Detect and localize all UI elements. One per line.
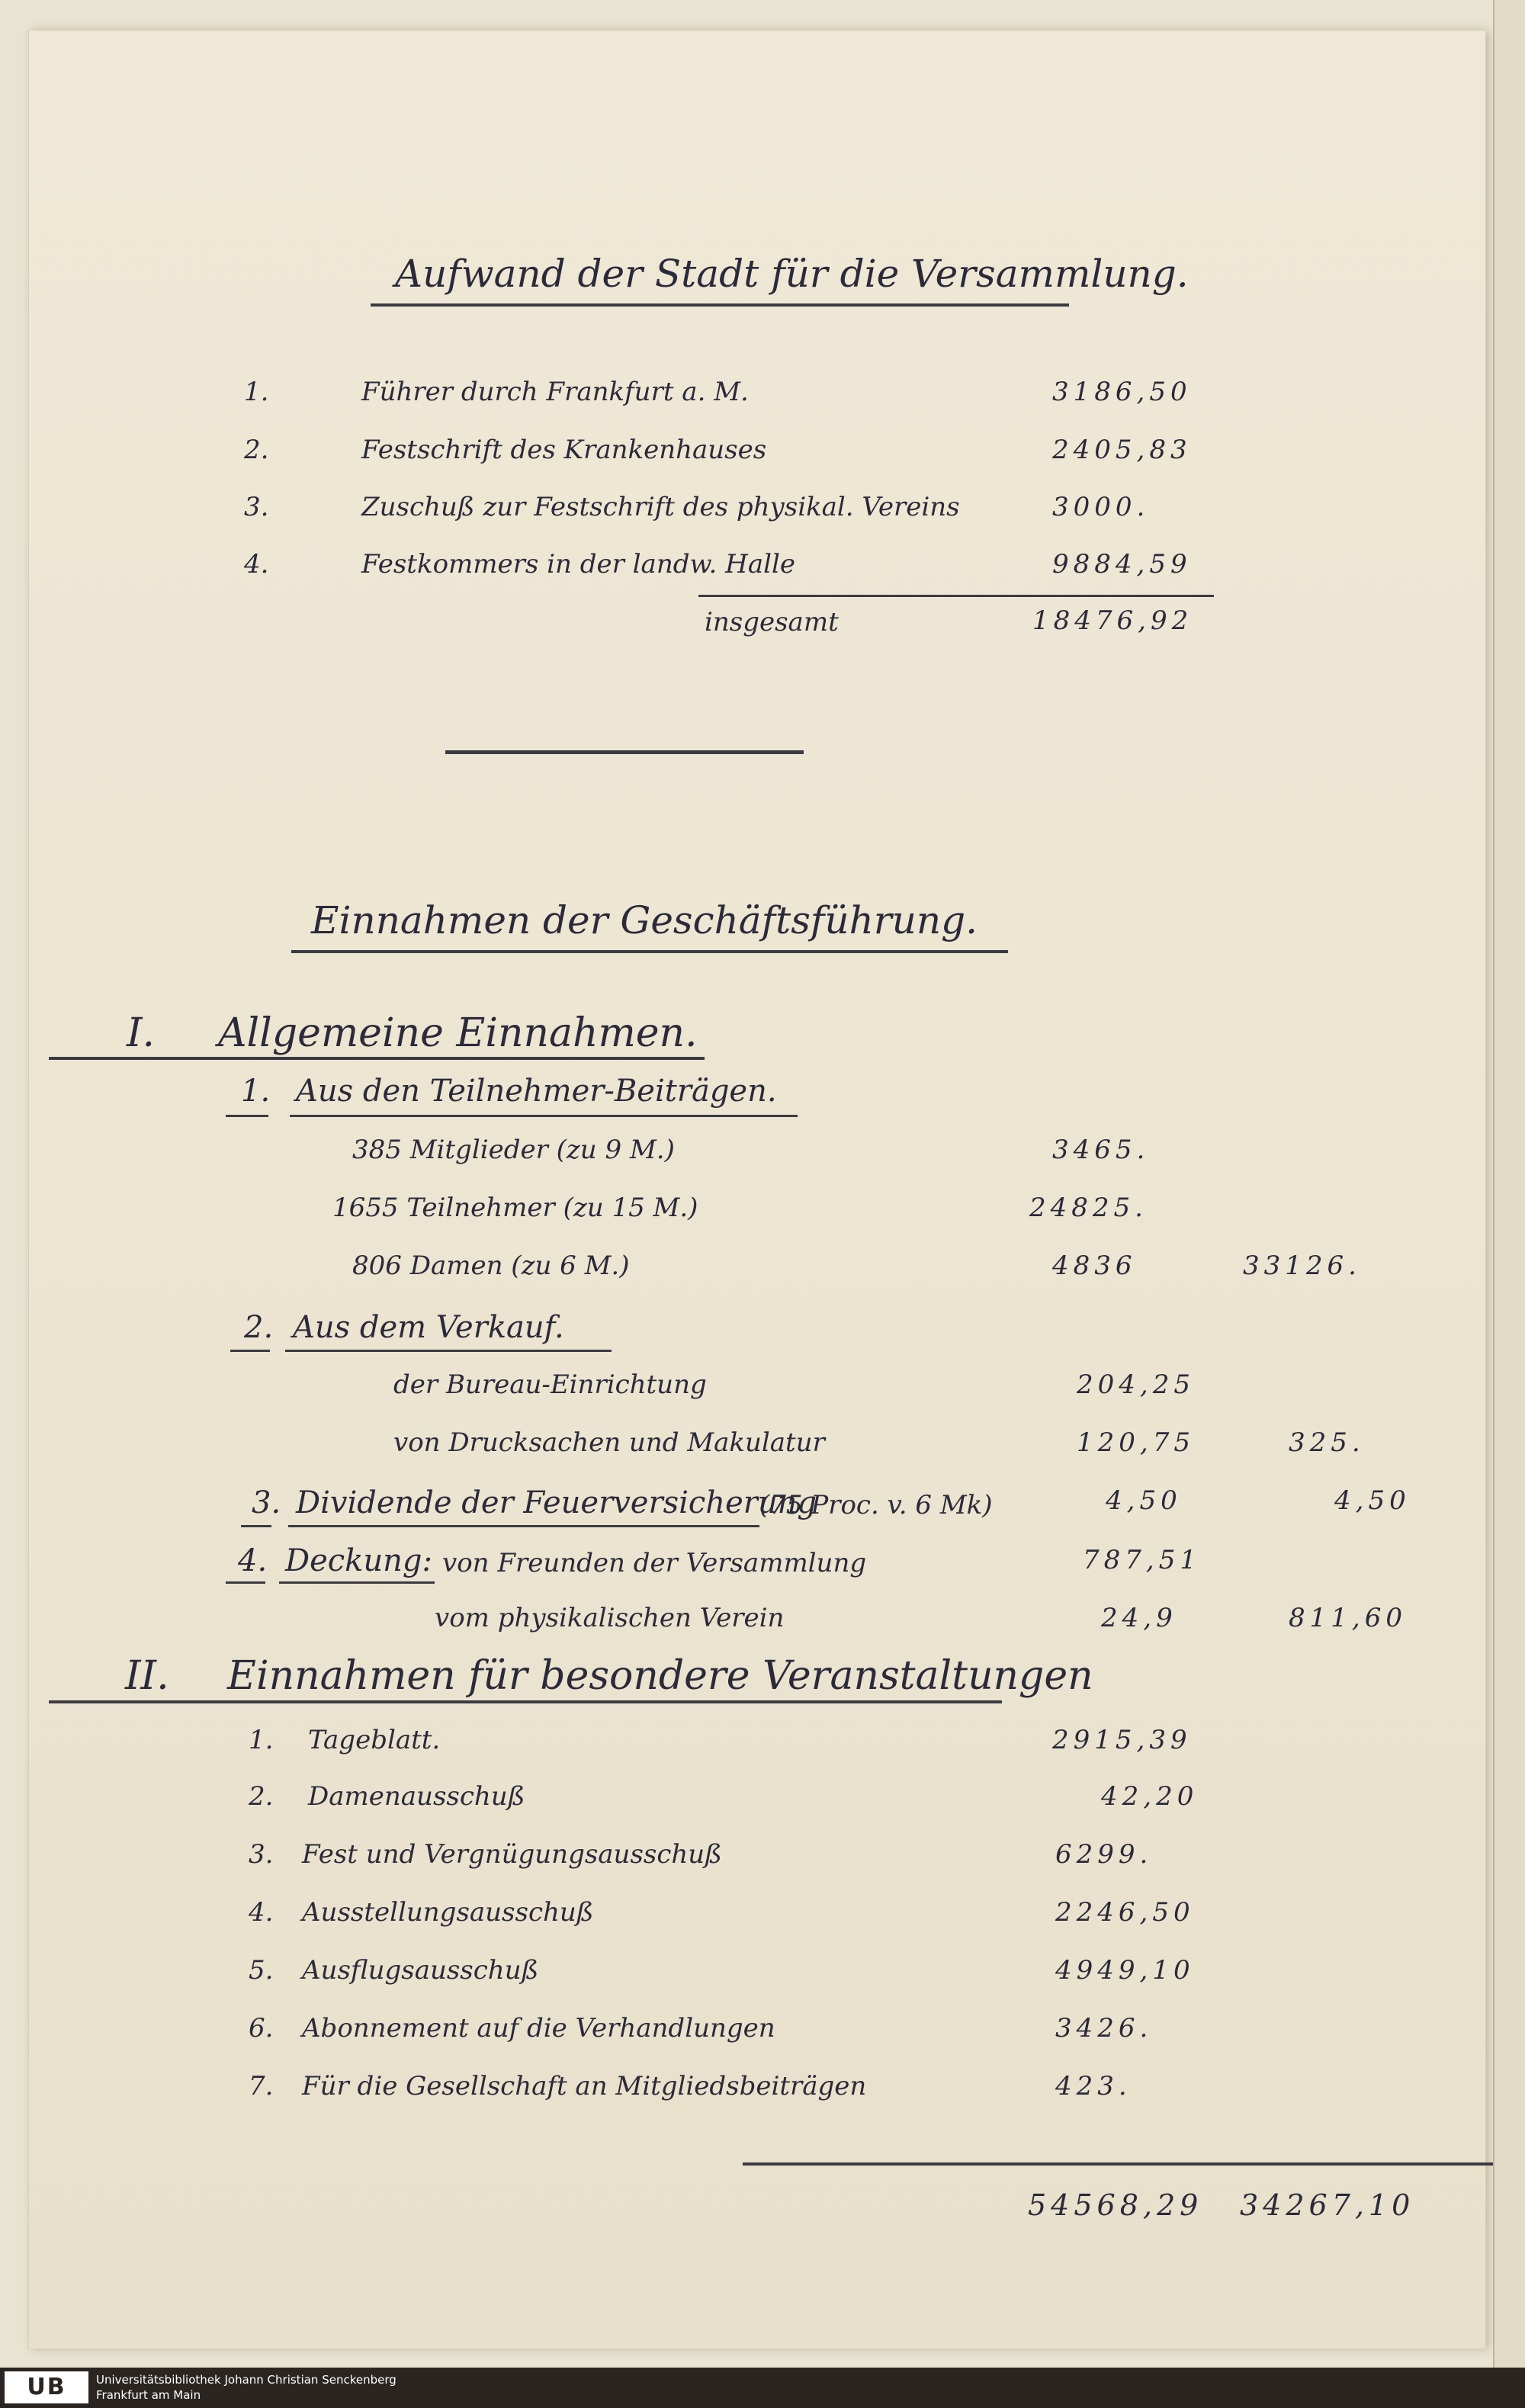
item-no-underline — [230, 1350, 270, 1352]
list-amount: 3426. — [1055, 2013, 1153, 2044]
item-no-underline — [226, 1581, 265, 1584]
footer-city: Frankfurt am Main — [96, 2388, 201, 2402]
expense-no: 4. — [244, 549, 269, 580]
item-no: 3. — [252, 1485, 281, 1520]
list-amount: 42,20 — [1101, 1781, 1199, 1812]
list-text: Tageblatt. — [308, 1725, 441, 1755]
expense-no: 1. — [244, 377, 269, 407]
section-divider — [445, 750, 804, 754]
list-no: 3. — [249, 1839, 274, 1870]
line-text: 385 Mitglieder (zu 9 M.) — [352, 1135, 675, 1165]
line-text: von Freunden der Versammlung — [442, 1548, 867, 1578]
expense-no: 3. — [244, 492, 269, 522]
line-text: von Drucksachen und Makulatur — [393, 1427, 825, 1458]
expense-amount: 3186,50 — [1052, 377, 1192, 407]
list-amount: 2246,50 — [1055, 1897, 1195, 1928]
list-amount: 2915,39 — [1052, 1725, 1192, 1755]
item-heading: Deckung: — [285, 1543, 432, 1578]
expense-text: Festkommers in der landw. Halle — [361, 549, 795, 580]
line-text: 806 Damen (zu 6 M.) — [352, 1251, 630, 1281]
list-no: 7. — [249, 2071, 274, 2101]
item-heading: Aus den Teilnehmer-Beiträgen. — [296, 1074, 777, 1109]
section-roman: I. — [127, 1010, 156, 1056]
item-no: 1. — [241, 1074, 271, 1109]
grand-total-right: 34267,10 — [1240, 2188, 1415, 2222]
line-amount: 120,75 — [1077, 1427, 1195, 1458]
item-heading-underline — [279, 1581, 435, 1584]
list-text: Ausstellungsausschuß — [302, 1897, 594, 1928]
item-no: 2. — [244, 1310, 274, 1345]
item-heading-underline — [285, 1350, 612, 1352]
item-heading-underline — [288, 1525, 759, 1527]
list-amount: 4949,10 — [1055, 1955, 1195, 1986]
ub-logo: UB — [5, 2371, 88, 2403]
line-amount: 3465. — [1052, 1135, 1150, 1165]
line-amount: 24825. — [1029, 1193, 1148, 1223]
income-title-underline — [291, 950, 1008, 953]
item-total: 4,50 — [1334, 1485, 1411, 1516]
line-total: 33126. — [1243, 1251, 1361, 1281]
expense-total-label: insgesamt — [705, 607, 839, 637]
list-text: Damenausschuß — [308, 1781, 525, 1812]
line-amount: 4836 — [1052, 1251, 1137, 1281]
expense-title-underline — [371, 303, 1069, 307]
expense-text: Festschrift des Krankenhauses — [361, 435, 767, 465]
line-text: der Bureau-Einrichtung — [393, 1369, 707, 1400]
line-amount: 787,51 — [1083, 1545, 1201, 1575]
item-heading-underline — [290, 1115, 798, 1117]
section-heading: Allgemeine Einnahmen. — [218, 1010, 698, 1056]
list-text: Ausflugsausschuß — [302, 1955, 539, 1986]
list-text: Fest und Vergnügungsausschuß — [302, 1839, 722, 1870]
section-roman: II. — [125, 1653, 169, 1699]
item-no-underline — [226, 1115, 268, 1117]
expense-title: Aufwand der Stadt für die Versammlung. — [395, 252, 1189, 296]
line-total: 811,60 — [1289, 1603, 1407, 1633]
list-amount: 423. — [1055, 2071, 1132, 2101]
list-no: 6. — [249, 2013, 274, 2044]
expense-text: Führer durch Frankfurt a. M. — [361, 377, 749, 407]
expense-no: 2. — [244, 435, 269, 465]
expense-sum-rule — [698, 595, 1214, 597]
item-no-underline — [241, 1525, 271, 1527]
section-heading: Einnahmen für besondere Veranstaltungen — [227, 1653, 1093, 1699]
expense-text: Zuschuß zur Festschrift des physikal. Vereins — [361, 492, 960, 522]
section-underline — [49, 1700, 1002, 1703]
list-no: 4. — [249, 1897, 274, 1928]
item-no: 4. — [238, 1543, 268, 1578]
list-no: 5. — [249, 1955, 274, 1986]
section-underline — [49, 1057, 705, 1060]
grand-total-left: 54568,29 — [1028, 2188, 1203, 2222]
list-no: 1. — [249, 1725, 274, 1755]
list-amount: 6299. — [1055, 1839, 1153, 1870]
footer-library-name: Universitätsbibliothek Johann Christian Senckenberg — [96, 2373, 396, 2387]
list-text: Abonnement auf die Verhandlungen — [302, 2013, 775, 2044]
item-amount: 4,50 — [1106, 1485, 1182, 1516]
next-page-edge — [1493, 0, 1525, 2368]
expense-amount: 2405,83 — [1052, 435, 1192, 465]
expense-amount: 9884,59 — [1052, 549, 1192, 580]
list-no: 2. — [249, 1781, 274, 1812]
line-total: 325. — [1289, 1427, 1365, 1458]
line-text: vom physikalischen Verein — [435, 1603, 785, 1633]
line-amount: 24,9 — [1101, 1603, 1177, 1633]
item-heading: Dividende der Feuerversicherung — [296, 1485, 817, 1520]
line-amount: 204,25 — [1077, 1369, 1195, 1400]
expense-amount: 3000. — [1052, 492, 1150, 522]
list-text: Für die Gesellschaft an Mitgliedsbeiträgen — [302, 2071, 867, 2101]
expense-total: 18476,92 — [1032, 605, 1193, 636]
item-heading: Aus dem Verkauf. — [293, 1310, 564, 1345]
item-note: (75 Proc. v. 6 Mk) — [759, 1490, 993, 1520]
income-title: Einnahmen der Geschäftsführung. — [311, 898, 978, 942]
grand-total-rule — [743, 2162, 1493, 2166]
line-text: 1655 Teilnehmer (zu 15 M.) — [332, 1193, 698, 1223]
